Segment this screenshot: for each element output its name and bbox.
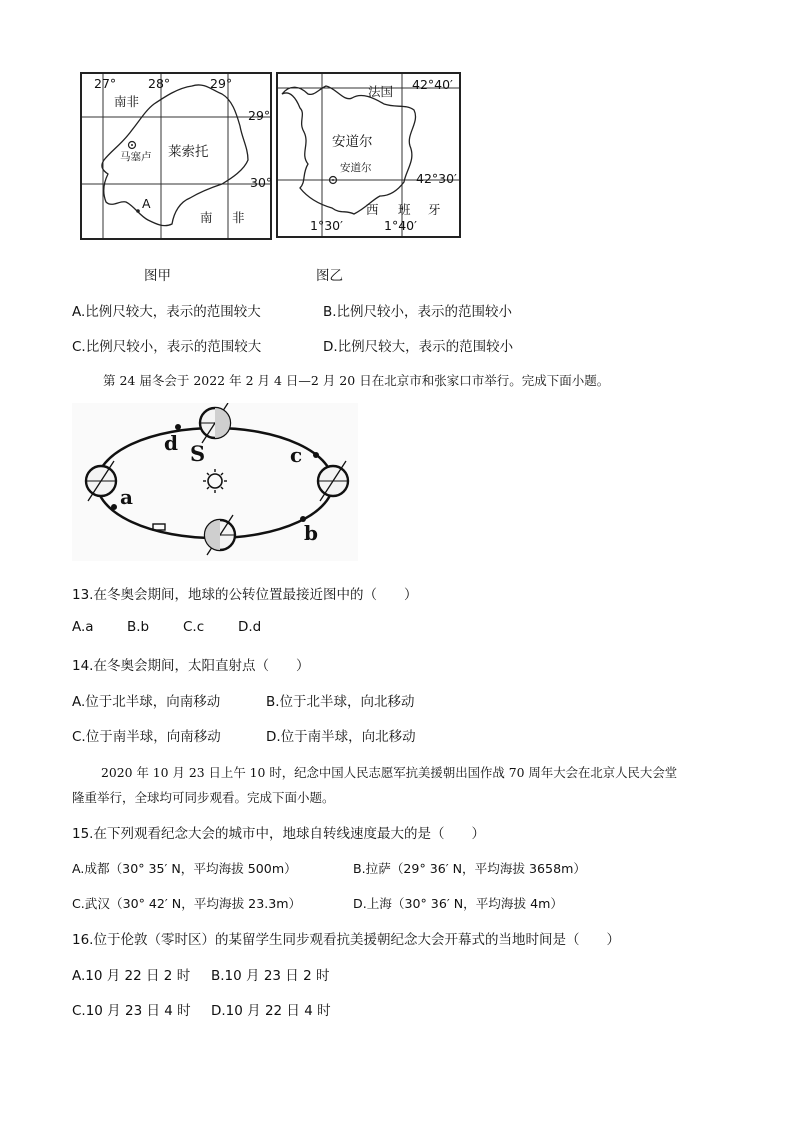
q15-stem: 15.在下列观看纪念大会的城市中，地球自转线速度最大的是（ ）: [72, 826, 485, 842]
q12-option-c: C.比例尺较小，表示的范围较大: [72, 339, 262, 355]
intro-ceremony-line-2: 隆重举行，全球均可同步观看。完成下面小题。: [72, 790, 335, 805]
position-a-dot: [111, 504, 117, 510]
caption-jia: 图甲: [144, 268, 171, 284]
earth-right: [318, 461, 348, 501]
q16-option-d: D.10 月 22 日 4 时: [211, 1003, 331, 1019]
lat-label-42-40: 42°40′: [412, 77, 453, 92]
q12-option-b: B.比例尺较小，表示的范围较小: [323, 304, 513, 320]
lon-label-28: 28°: [148, 76, 171, 91]
q16-option-c: C.10 月 23 日 4 时: [72, 1003, 191, 1019]
q13-option-d: D.d: [238, 619, 262, 635]
region-label-lesotho: 莱索托: [168, 144, 209, 160]
orbit-figure: [72, 403, 358, 561]
caption-yi: 图乙: [316, 268, 343, 284]
region-label-south-africa-nw: 南非: [114, 94, 140, 109]
q13-option-c: C.c: [183, 619, 205, 635]
q15-option-a: A.成都（30° 35′ N，平均海拔 500m）: [72, 861, 297, 876]
map-jia: [80, 72, 272, 240]
lat-label-42-30: 42°30′: [416, 171, 457, 186]
q13-option-b: B.b: [127, 619, 150, 635]
point-label-b: b: [304, 521, 318, 545]
q15-option-d: D.上海（30° 36′ N，平均海拔 4m）: [353, 896, 563, 911]
q12-option-a: A.比例尺较大，表示的范围较大: [72, 304, 261, 320]
country-label-spain-2: 班: [398, 202, 411, 217]
lat-label-30: 30°: [250, 175, 273, 190]
country-label-spain-3: 牙: [428, 202, 441, 217]
q13-stem: 13.在冬奥会期间，地球的公转位置最接近图中的（ ）: [72, 587, 418, 603]
lon-label-1-30: 1°30′: [310, 218, 343, 233]
point-label-d: d: [164, 431, 178, 455]
region-label-south-africa-se-1: 南: [200, 210, 213, 225]
lon-label-27: 27°: [94, 76, 117, 91]
country-label-france: 法国: [368, 84, 394, 99]
region-label-south-africa-se-2: 非: [232, 210, 245, 225]
map-yi: [276, 72, 461, 238]
lon-label-1-40: 1°40′: [384, 218, 417, 233]
earth-left: [86, 461, 116, 501]
position-c-dot: [313, 452, 319, 458]
country-label-andorra: 安道尔: [332, 134, 373, 150]
lat-label-29: 29°: [248, 108, 271, 123]
intro-olympics: 第 24 届冬会于 2022 年 2 月 4 日—2 月 20 日在北京市和张家口市举行。完成下面小题。: [103, 373, 610, 388]
q15-option-b: B.拉萨（29° 36′ N，平均海拔 3658m）: [353, 861, 586, 876]
q13-option-a: A.a: [72, 619, 94, 635]
q14-option-a: A.位于北半球，向南移动: [72, 694, 221, 710]
point-label-a: a: [120, 485, 133, 509]
earth-top: [200, 403, 230, 443]
country-label-spain-1: 西: [366, 202, 379, 217]
q14-option-d: D.位于南半球，向北移动: [266, 729, 416, 745]
city-label-maseru: 马塞卢: [120, 151, 152, 163]
q16-option-a: A.10 月 22 日 2 时: [72, 968, 191, 984]
q14-stem: 14.在冬奥会期间，太阳直射点（ ）: [72, 658, 310, 674]
point-label-c: c: [290, 443, 303, 467]
q16-option-b: B.10 月 23 日 2 时: [211, 968, 330, 984]
q14-option-b: B.位于北半球，向北移动: [266, 694, 415, 710]
solstice-label-s: S: [190, 441, 206, 466]
city-label-andorra: 安道尔: [340, 162, 372, 174]
earth-bottom: [205, 515, 235, 555]
point-label-a: A: [142, 196, 151, 211]
q15-option-c: C.武汉（30° 42′ N，平均海拔 23.3m）: [72, 896, 302, 911]
q12-option-d: D.比例尺较大，表示的范围较小: [323, 339, 514, 355]
q16-stem: 16.位于伦敦（零时区）的某留学生同步观看抗美援朝纪念大会开幕式的当地时间是（ ）: [72, 932, 620, 948]
sun-icon: [203, 469, 227, 493]
lon-label-29: 29°: [210, 76, 233, 91]
q14-option-c: C.位于南半球，向南移动: [72, 729, 221, 745]
intro-ceremony-line-1: 2020 年 10 月 23 日上午 10 时，纪念中国人民志愿军抗美援朝出国作战 70 周年大会在北京人民大会堂: [101, 765, 678, 780]
position-d-dot: [175, 424, 181, 430]
